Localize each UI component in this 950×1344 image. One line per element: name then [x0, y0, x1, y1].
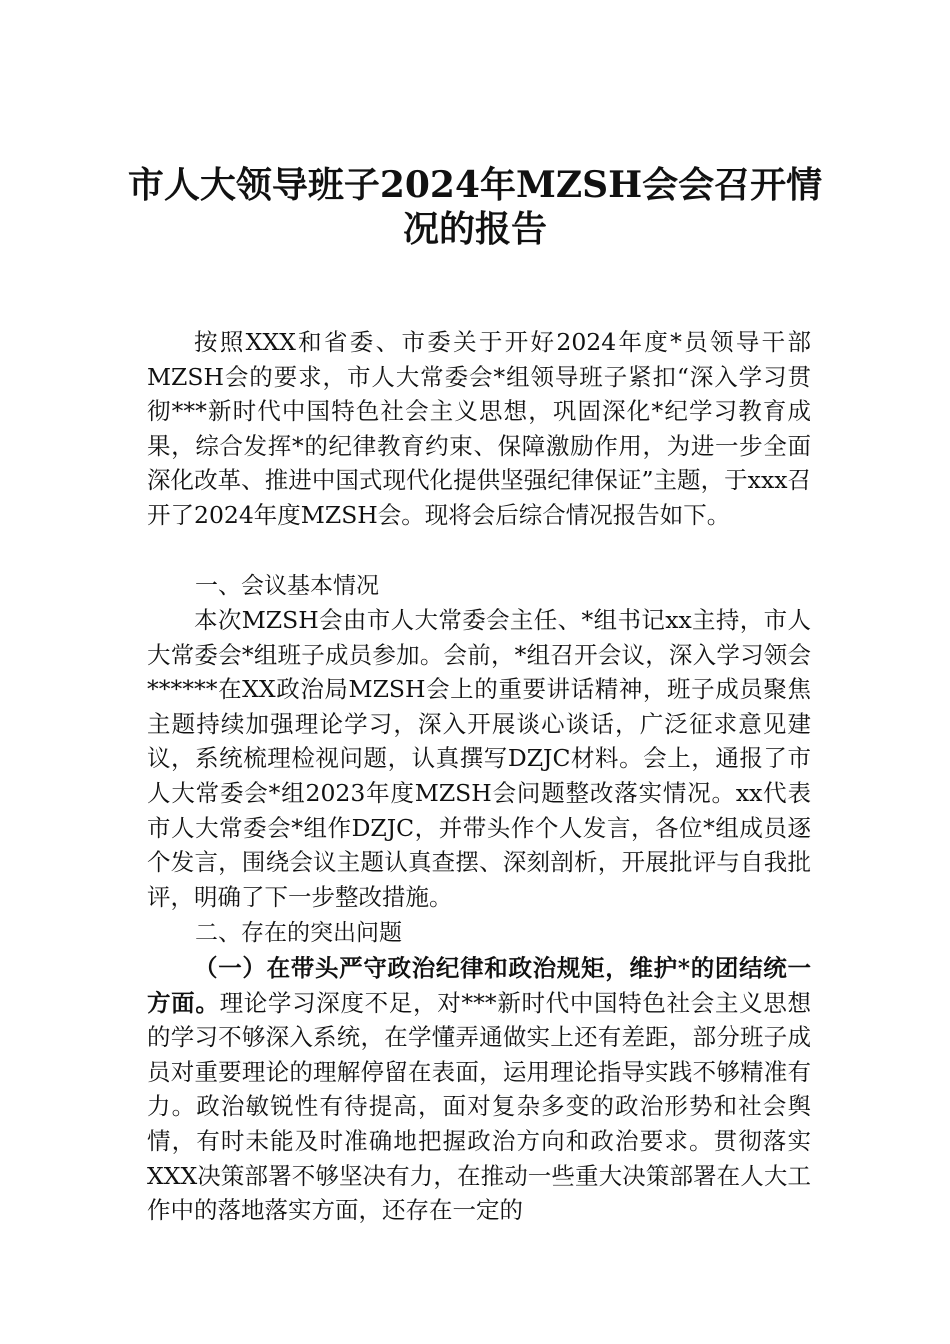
intro-paragraph: 按照XXX和省委、市委关于开好2024年度*员领导干部MZSH会的要求，市人大常委会*组领导班子紧扣“深入学习贯彻***新时代中国特色社会主义思想，巩固深化*纪学习教育成果，综合发挥*的纪律教育约束、保障激励作用，为进一步全面深化改革、推进中国式现代化提供坚强纪律保证”主题，于xxx召开了2024年度MZSH会。现将会后综合情况报告如下。 — [147, 328, 811, 529]
subsection1-text: 理论学习深度不足，对***新时代中国特色社会主义思想的学习不够深入系统，在学懂弄通做实上还有差距，部分班子成员对重要理论的理解停留在表面，运用理论指导实践不够精准有力。政治敏锐性有待提高，面对复杂多变的政治形势和社会舆情，有时未能及时准确地把握政治方向和政治要求。贯彻落实XXX决策部署不够坚决有力，在推动一些重大决策部署在人大工作中的落地落实方面，还存在一定的 — [147, 988, 812, 1225]
document-title-line-1: 市人大领导班子2024年MZSH会会召开情 — [127, 164, 823, 206]
section-heading-problems: 二、存在的突出问题 — [195, 920, 402, 946]
document-title-line-2: 况的报告 — [402, 208, 547, 250]
section-heading-basic-info: 一、会议基本情况 — [195, 573, 379, 599]
subsection1-lead: （一）在带头严守政治纪律和政治规矩，维护*的团结统一方面。 — [147, 954, 811, 1017]
subsection1-paragraph — [147, 951, 811, 1228]
section1-paragraph: 本次MZSH会由市人大常委会主任、*组书记xx主持，市人大常委会*组班子成员参加。会前，*组召开会议，深入学习领会******在XX政治局MZSH会上的重要讲话精神，班子成员聚焦主题持续加强理论学习，深入开展谈心谈话，广泛征求意见建议，系统梳理检视问题，认真撰写DZJC材料。会上，通报了市人大常委会*组2023年度MZSH会问题整改落实情况。xx代表市人大常委会*组作DZJC，并带头作个人发言，各位*组成员逐个发言，围绕会议主题认真查摆、深刻剖析，开展批评与自我批评，明确了下一步整改措施。 — [147, 606, 811, 911]
